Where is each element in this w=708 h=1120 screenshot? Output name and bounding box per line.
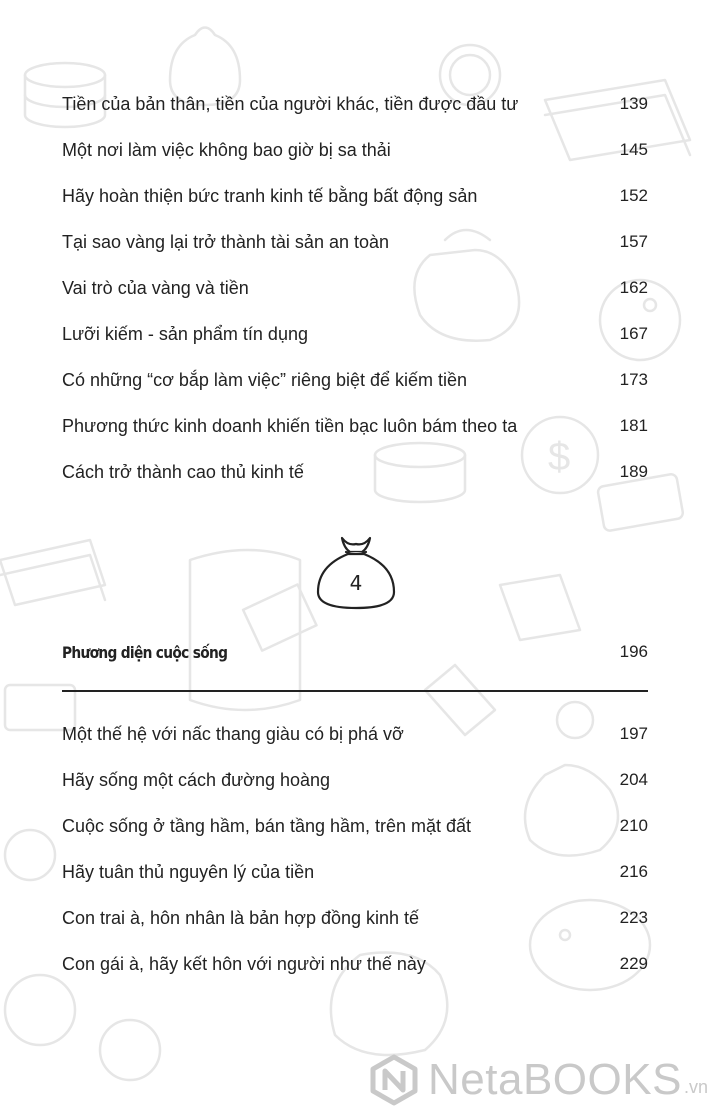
toc-list-part-1	[62, 81, 648, 495]
toc-entry-title: Hãy sống một cách đường hoàng	[62, 769, 331, 790]
toc-entry[interactable]	[62, 757, 648, 803]
chapter-page: 196	[619, 642, 648, 661]
toc-entry-title: Con trai à, hôn nhân là bản hợp đồng kinh tế	[62, 907, 420, 928]
toc-entry-title: Phương thức kinh doanh khiến tiền bạc luôn bám theo ta	[62, 415, 518, 436]
toc-entry-title: Vai trò của vàng và tiền	[62, 277, 249, 298]
toc-entry[interactable]	[62, 357, 648, 403]
toc-entry-page: 152	[619, 186, 648, 205]
toc-entry[interactable]	[62, 173, 648, 219]
toc-entry-title: Tiền của bản thân, tiền của người khác, tiền được đầu tư	[62, 93, 519, 114]
watermark-tld: .vn	[683, 1077, 708, 1097]
toc-entry[interactable]	[62, 127, 648, 173]
toc-entry-page: 223	[619, 908, 648, 927]
toc-entry[interactable]	[62, 265, 648, 311]
toc-list-part-2	[62, 711, 648, 987]
toc-entry-page: 229	[619, 954, 648, 973]
netabooks-watermark	[368, 1050, 708, 1110]
toc-entry-page: 181	[619, 416, 648, 435]
toc-entry-page: 157	[619, 232, 648, 251]
chapter-title: Phương diện cuộc sống	[62, 642, 228, 662]
toc-entry[interactable]	[62, 311, 648, 357]
toc-entry-title: Hãy tuân thủ nguyên lý của tiền	[62, 861, 315, 882]
toc-entry[interactable]	[62, 81, 648, 127]
toc-entry-page: 216	[619, 862, 648, 881]
toc-entry-page: 173	[619, 370, 648, 389]
toc-entry-page: 197	[619, 724, 648, 743]
toc-entry[interactable]	[62, 403, 648, 449]
toc-entry-page: 139	[619, 94, 648, 113]
toc-entry[interactable]	[62, 219, 648, 265]
toc-entry[interactable]	[62, 449, 648, 495]
toc-entry-title: Có những “cơ bắp làm việc” riêng biệt để kiếm tiền	[62, 369, 468, 390]
toc-entry[interactable]	[62, 941, 648, 987]
toc-entry[interactable]	[62, 849, 648, 895]
toc-entry[interactable]	[62, 895, 648, 941]
toc-entry[interactable]	[62, 803, 648, 849]
toc-entry-page: 145	[619, 140, 648, 159]
toc-entry-page: 204	[619, 770, 648, 789]
toc-entry[interactable]	[62, 711, 648, 757]
svg-text:$: $	[548, 435, 571, 479]
toc-entry-title: Tại sao vàng lại trở thành tài sản an toàn	[62, 231, 390, 252]
toc-entry-title: Cách trở thành cao thủ kinh tế	[62, 461, 304, 482]
toc-entry-title: Hãy hoàn thiện bức tranh kinh tế bằng bất động sản	[62, 185, 478, 206]
toc-entry-title: Một thế hệ với nấc thang giàu có bị phá vỡ	[62, 723, 404, 744]
toc-entry-title: Cuộc sống ở tầng hầm, bán tầng hầm, trên mặt đất	[62, 815, 472, 836]
toc-entry-title: Lưỡi kiếm - sản phẩm tín dụng	[62, 323, 308, 344]
toc-entry-page: 210	[619, 816, 648, 835]
chapter-number: 4	[349, 571, 363, 595]
netabooks-logo-icon	[368, 1054, 420, 1106]
toc-entry-page: 167	[619, 324, 648, 343]
toc-entry-title: Một nơi làm việc không bao giờ bị sa thải	[62, 139, 391, 160]
money-bag-icon	[314, 530, 398, 614]
toc-entry-title: Con gái à, hãy kết hôn với người như thế này	[62, 953, 426, 974]
watermark-brand: NetaBOOKS	[428, 1055, 682, 1104]
toc-entry-page: 189	[619, 462, 648, 481]
chapter-heading[interactable]	[62, 642, 648, 662]
toc-entry-page: 162	[619, 278, 648, 297]
chapter-divider	[62, 690, 648, 692]
